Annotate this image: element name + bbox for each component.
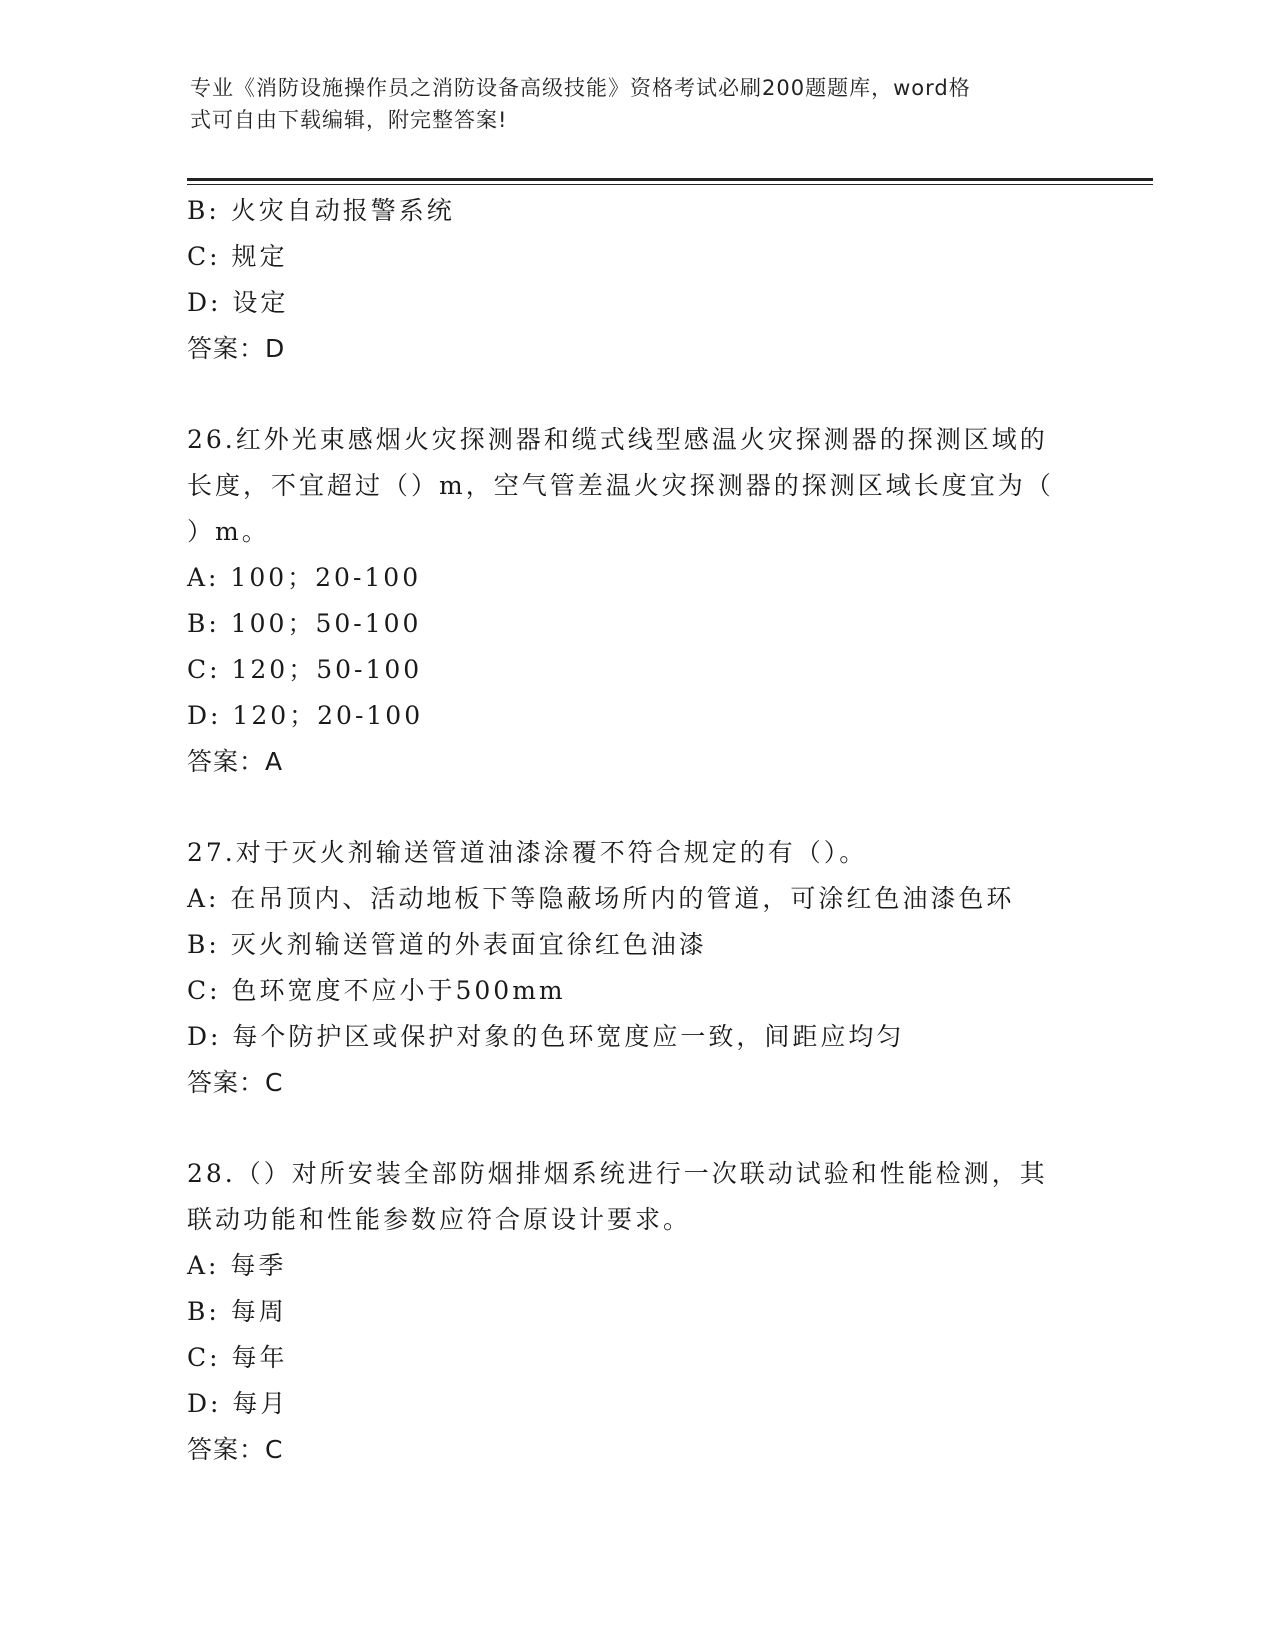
header-line-2: 式可自由下载编辑，附完整答案!: [190, 108, 508, 132]
option-b: B: 灭火剂输送管道的外表面宜徐红色油漆: [187, 930, 707, 959]
question-stem: 26.红外光束感烟火灾探测器和缆式线型感温火灾探测器的探测区域的: [187, 425, 1048, 454]
option-c: C: 每年: [187, 1343, 288, 1372]
option-c: C: 120；50-100: [187, 655, 423, 684]
answer-line: 答案：C: [187, 1068, 284, 1097]
spacer: [187, 372, 1087, 417]
question-stem: 联动功能和性能参数应符合原设计要求。: [187, 1205, 692, 1234]
option-b: B: 100；50-100: [187, 609, 422, 638]
question-27: [187, 830, 1087, 1106]
question-stem: 28.（）对所安装全部防烟排烟系统进行一次联动试验和性能检测，其: [187, 1159, 1048, 1188]
header-line-1: 专业《消防设施操作员之消防设备高级技能》资格考试必刷200题题库，word格: [190, 76, 971, 100]
question-stem: 长度，不宜超过（）m，空气管差温火灾探测器的探测区域长度宜为（: [187, 471, 1054, 500]
spacer: [187, 785, 1087, 830]
question-stem: ）m。: [187, 517, 270, 546]
option-c: C: 规定: [187, 242, 288, 271]
header-rule-thick: [187, 178, 1153, 181]
option-d: D: 每个防护区或保护对象的色环宽度应一致，间距应均匀: [187, 1022, 905, 1051]
option-a: A: 在吊顶内、活动地板下等隐蔽场所内的管道，可涂红色油漆色环: [187, 884, 1015, 913]
question-28: [187, 1151, 1087, 1473]
option-d: D: 120；20-100: [187, 701, 424, 730]
option-c: C: 色环宽度不应小于500mm: [187, 976, 566, 1005]
spacer: [187, 1106, 1087, 1151]
option-a: A: 每季: [187, 1251, 287, 1280]
question-26: [187, 417, 1087, 785]
option-d: D: 设定: [187, 288, 289, 317]
header-rule-thin: [187, 184, 1153, 185]
question-stem: 27.对于灭火剂输送管道油漆涂覆不符合规定的有（）。: [187, 838, 868, 867]
answer-line: 答案：C: [187, 1435, 284, 1464]
option-b: B: 每周: [187, 1297, 287, 1326]
question-25-tail: [187, 188, 1087, 372]
option-d: D: 每月: [187, 1389, 289, 1418]
option-a: A: 100；20-100: [187, 563, 422, 592]
document-header: [190, 72, 1070, 136]
answer-line: 答案：A: [187, 747, 284, 776]
option-b: B: 火灾自动报警系统: [187, 196, 455, 225]
question-list: [187, 188, 1087, 1473]
answer-line: 答案：D: [187, 334, 286, 363]
